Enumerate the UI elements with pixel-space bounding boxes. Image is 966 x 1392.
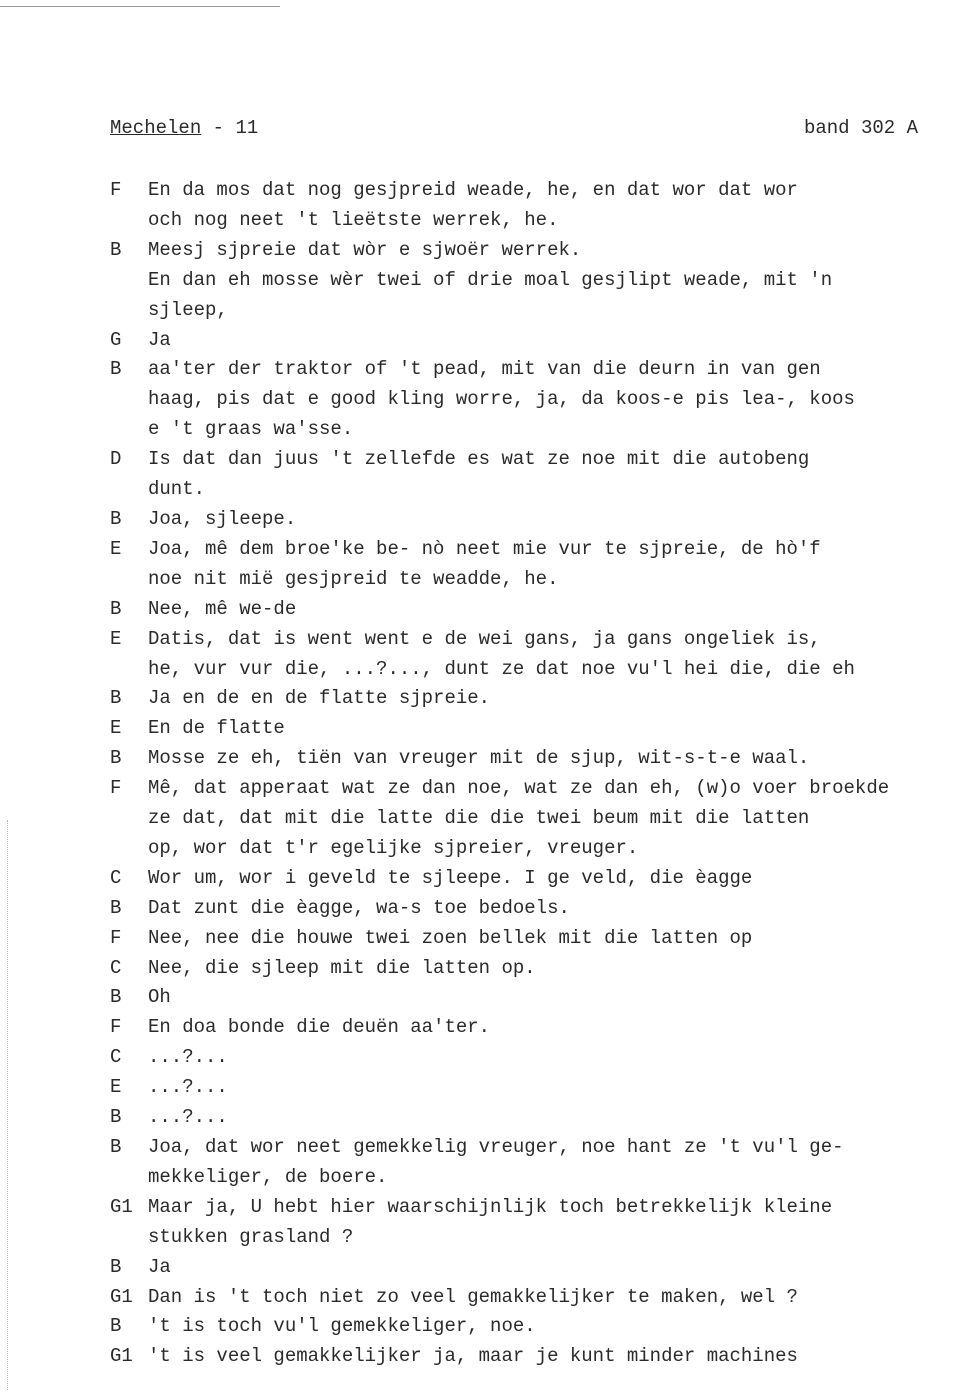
speaker-label: B [110, 986, 122, 1009]
utterance-line: ze dat, dat mit die latte die die twei beum mit die latten [148, 807, 810, 830]
band-label: band 302 A [803, 117, 918, 139]
utterance-line: En da mos dat nog gesjpreid weade, he, en dat wor dat wor [148, 179, 798, 201]
transcript-turn [110, 1043, 960, 1073]
utterance-line: haag, pis dat e good kling worre, ja, da koos-e pis lea-, koos [148, 388, 855, 411]
utterance-line: Dan is 't toch niet zo veel gemakkelijker te maken, wel ? [148, 1285, 798, 1308]
utterance-line: och nog neet 't lieëtste werrek, he. [148, 208, 559, 231]
speaker-label: F [110, 926, 122, 949]
page-number: 11 [235, 117, 259, 139]
transcript-turn [110, 714, 960, 744]
utterance-line: ...?... [148, 1076, 228, 1099]
speaker-label: B [110, 1315, 122, 1338]
utterance-line: Wor um, wor i geveld te sjleepe. I ge veld, die èagge [148, 866, 753, 889]
transcript-turn [110, 595, 960, 625]
speaker-label: B [110, 507, 122, 530]
speaker-label: C [110, 956, 122, 979]
transcript-turn [110, 684, 960, 714]
transcript-turn [110, 445, 960, 505]
utterance-line: Oh [148, 986, 171, 1009]
page-header [110, 117, 918, 143]
speaker-label: F [110, 1016, 122, 1039]
utterance-line: Ja [148, 328, 171, 351]
margin-rule [7, 820, 8, 1390]
utterance-line: aa'ter der traktor of 't pead, mit van die deurn in van gen [148, 358, 821, 381]
utterance-line: stukken grasland ? [148, 1225, 354, 1248]
utterance-line: Mosse ze eh, tiën van vreuger mit de sjup, wit-s-t-e waal. [148, 747, 810, 770]
transcript-turn [110, 1342, 960, 1372]
speaker-label: B [110, 687, 122, 710]
speaker-label: F [110, 777, 122, 800]
speaker-label: E [110, 537, 122, 560]
transcript-turn [110, 1283, 960, 1313]
transcript-turn [110, 924, 960, 954]
transcript-turn [110, 176, 960, 236]
transcript-turn [110, 1013, 960, 1043]
transcript [110, 176, 960, 1372]
speaker-label: B [110, 238, 122, 261]
utterance-line: Ja [148, 1255, 171, 1278]
speaker-label: E [110, 627, 122, 650]
utterance-line: Dat zunt die èagge, wa-s toe bedoels. [148, 896, 570, 919]
utterance-line: Mê, dat apperaat wat ze dan noe, wat ze dan eh, (w)o voer broekde [148, 777, 890, 800]
speaker-label: B [110, 896, 122, 919]
utterance-line: En doa bonde die deuën aa'ter. [148, 1016, 491, 1039]
utterance-line: ...?... [148, 1046, 228, 1069]
speaker-label: F [110, 179, 122, 201]
utterance-line: e 't graas wa'sse. [148, 418, 354, 441]
utterance-line: En de flatte [148, 717, 285, 740]
utterance-line: Is dat dan juus 't zellefde es wat ze noe mit die autobeng [148, 448, 810, 471]
speaker-label: B [110, 747, 122, 770]
utterance-line: Datis, dat is went went e de wei gans, ja gans ongeliek is, [148, 627, 821, 650]
transcript-turn [110, 954, 960, 984]
utterance-line: Maar ja, U hebt hier waarschijnlijk toch betrekkelijk kleine [148, 1195, 833, 1218]
utterance-line: Joa, dat wor neet gemekkelig vreuger, noe hant ze 't vu'l ge- [148, 1136, 844, 1158]
utterance-line: En dan eh mosse wèr twei of drie moal gesjlipt weade, mit 'n [148, 268, 833, 291]
transcript-turn [110, 505, 960, 535]
place-name: Mechelen [110, 117, 202, 139]
utterance-line: Meesj sjpreie dat wòr e sjwoër werrek. [148, 238, 582, 261]
transcript-turn [110, 236, 960, 326]
utterance-line: op, wor dat t'r egelijke sjpreier, vreuger. [148, 836, 639, 859]
utterance-line: noe nit mië gesjpreid te weadde, he. [148, 567, 559, 590]
utterance-line: he, vur vur die, ...?..., dunt ze dat noe vu'l hei die, die eh [148, 657, 855, 680]
speaker-label: B [110, 597, 122, 620]
transcript-turn [110, 1253, 960, 1283]
transcript-turn [110, 744, 960, 774]
utterance-line: Joa, sjleepe. [148, 507, 297, 530]
speaker-label: G1 [110, 1195, 133, 1218]
speaker-label: G1 [110, 1285, 133, 1308]
transcript-turn [110, 1193, 960, 1253]
speaker-label: B [110, 1255, 122, 1278]
transcript-turn [110, 1073, 960, 1103]
utterance-line: 't is veel gemakkelijker ja, maar je kunt minder machines [148, 1345, 798, 1368]
utterance-line: mekkeliger, de boere. [148, 1165, 388, 1188]
header-place [110, 117, 258, 139]
transcript-turn [110, 1103, 960, 1133]
transcript-turn [110, 625, 960, 685]
speaker-label: E [110, 1076, 122, 1099]
speaker-label: B [110, 358, 122, 381]
utterance-line: 't is toch vu'l gemekkeliger, noe. [148, 1315, 536, 1338]
speaker-label: E [110, 717, 122, 740]
speaker-label: C [110, 1046, 122, 1069]
top-rule [0, 6, 280, 7]
speaker-label: B [110, 1136, 122, 1158]
utterance-line: dunt. [148, 478, 206, 501]
utterance-line: Ja en de en de flatte sjpreie. [148, 687, 491, 710]
transcript-turn [110, 1133, 960, 1193]
speaker-label: D [110, 448, 122, 471]
transcript-turn [110, 326, 960, 356]
utterance-line: Nee, die sjleep mit die latten op. [148, 956, 536, 979]
speaker-label: B [110, 1106, 122, 1129]
transcript-turn [110, 894, 960, 924]
header-separator: - [201, 117, 236, 139]
utterance-line: Nee, mê we-de [148, 597, 297, 620]
speaker-label: G1 [110, 1345, 133, 1368]
speaker-label: G [110, 328, 122, 351]
transcript-turn [110, 983, 960, 1013]
utterance-line: Joa, mê dem broe'ke be- nò neet mie vur te sjpreie, de hò'f [148, 537, 821, 560]
transcript-turn [110, 774, 960, 864]
transcript-turn [110, 355, 960, 445]
transcript-turn [110, 1312, 960, 1342]
utterance-line: Nee, nee die houwe twei zoen bellek mit die latten op [148, 926, 753, 949]
speaker-label: C [110, 866, 122, 889]
utterance-line: ...?... [148, 1106, 228, 1129]
utterance-line: sjleep, [148, 298, 228, 321]
transcript-turn [110, 864, 960, 894]
transcript-turn [110, 535, 960, 595]
